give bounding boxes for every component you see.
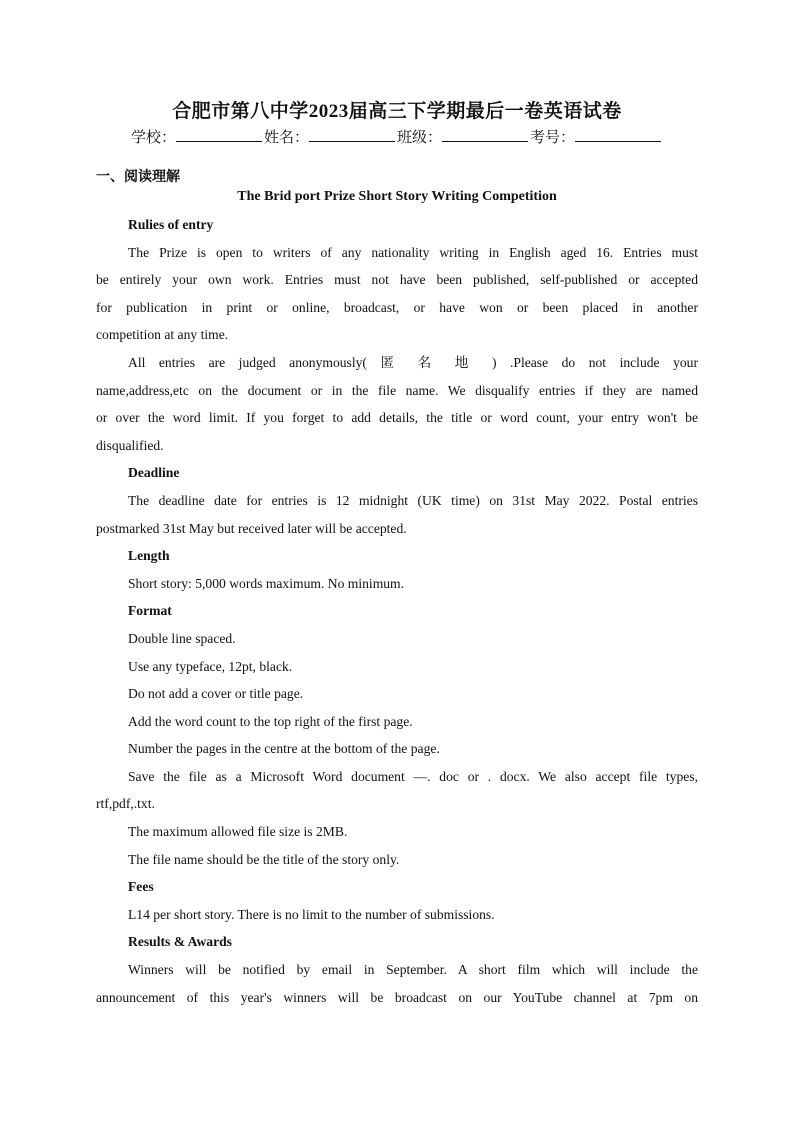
- fees-line1: L14 per short story. There is no limit to the number of submissions.: [128, 906, 495, 922]
- format-save-line1: Save the file as a Microsoft Word document —. doc or . docx. We also accept file types,: [128, 768, 698, 784]
- deadline-line2: postmarked 31st May but received later will be accepted.: [96, 520, 407, 536]
- school-blank[interactable]: [176, 129, 262, 142]
- rules-p1-line1: The Prize is open to writers of any nationality writing in English aged 16. Entries must: [128, 244, 698, 260]
- results-line2: announcement of this year's winners will be broadcast on our YouTube channel at 7pm on: [96, 989, 698, 1005]
- format-item: Add the word count to the top right of the first page.: [128, 713, 413, 729]
- fees-heading: Fees: [128, 879, 154, 895]
- rules-p2-line1: All entries are judged anonymously( 匿 名 地 ) .Please do not include your: [128, 354, 698, 370]
- exam-title: 合肥市第八中学2023届高三下学期最后一卷英语试卷: [172, 101, 622, 122]
- student-info-line: [0, 126, 794, 147]
- results-heading: Results & Awards: [128, 934, 232, 950]
- rules-p1-line2: be entirely your own work. Entries must not have been published, self-published or accepted: [96, 272, 698, 288]
- rules-p2-line2: name,address,etc on the document or in the file name. We disqualify entries if they are named: [96, 382, 698, 398]
- rules-p1-line3: for publication in print or online, broadcast, or have won or been placed in another: [96, 299, 698, 315]
- format-heading: Format: [128, 603, 172, 619]
- results-line1: Winners will be notified by email in September. A short film which will include the: [128, 962, 698, 978]
- format-item: Number the pages in the centre at the bottom of the page.: [128, 741, 440, 757]
- format-item: The maximum allowed file size is 2MB.: [128, 824, 348, 840]
- passage-title: The Brid port Prize Short Story Writing Competition: [237, 189, 557, 204]
- length-heading: Length: [128, 548, 170, 564]
- format-item: Double line spaced.: [128, 630, 236, 646]
- length-line1: Short story: 5,000 words maximum. No minimum.: [128, 575, 405, 591]
- class-label: 班级：: [397, 130, 443, 146]
- class-blank[interactable]: [442, 129, 528, 142]
- school-label: 学校：: [130, 130, 176, 146]
- rules-p2-line3: or over the word limit. If you forget to add details, the title or word count, your entry won't be: [96, 410, 698, 426]
- format-item: The file name should be the title of the story only.: [128, 851, 400, 867]
- number-label: 考号：: [530, 130, 576, 146]
- section-heading: 一、阅读理解: [96, 170, 180, 185]
- format-item: Do not add a cover or title page.: [128, 686, 304, 702]
- number-blank[interactable]: [575, 129, 661, 142]
- format-item: Use any typeface, 12pt, black.: [128, 658, 293, 674]
- rules-p2-line4: disqualified.: [96, 437, 164, 453]
- rules-heading: Rulies of entry: [128, 217, 214, 232]
- deadline-heading: Deadline: [128, 465, 180, 481]
- name-label: 姓名：: [263, 130, 309, 146]
- rules-p1-line4: competition at any time.: [96, 327, 229, 343]
- format-save-line2: rtf,pdf,.txt.: [96, 796, 155, 812]
- deadline-line1: The deadline date for entries is 12 midnight (UK time) on 31st May 2022. Postal entries: [128, 492, 698, 508]
- name-blank[interactable]: [309, 129, 395, 142]
- passage-body: [96, 211, 698, 1011]
